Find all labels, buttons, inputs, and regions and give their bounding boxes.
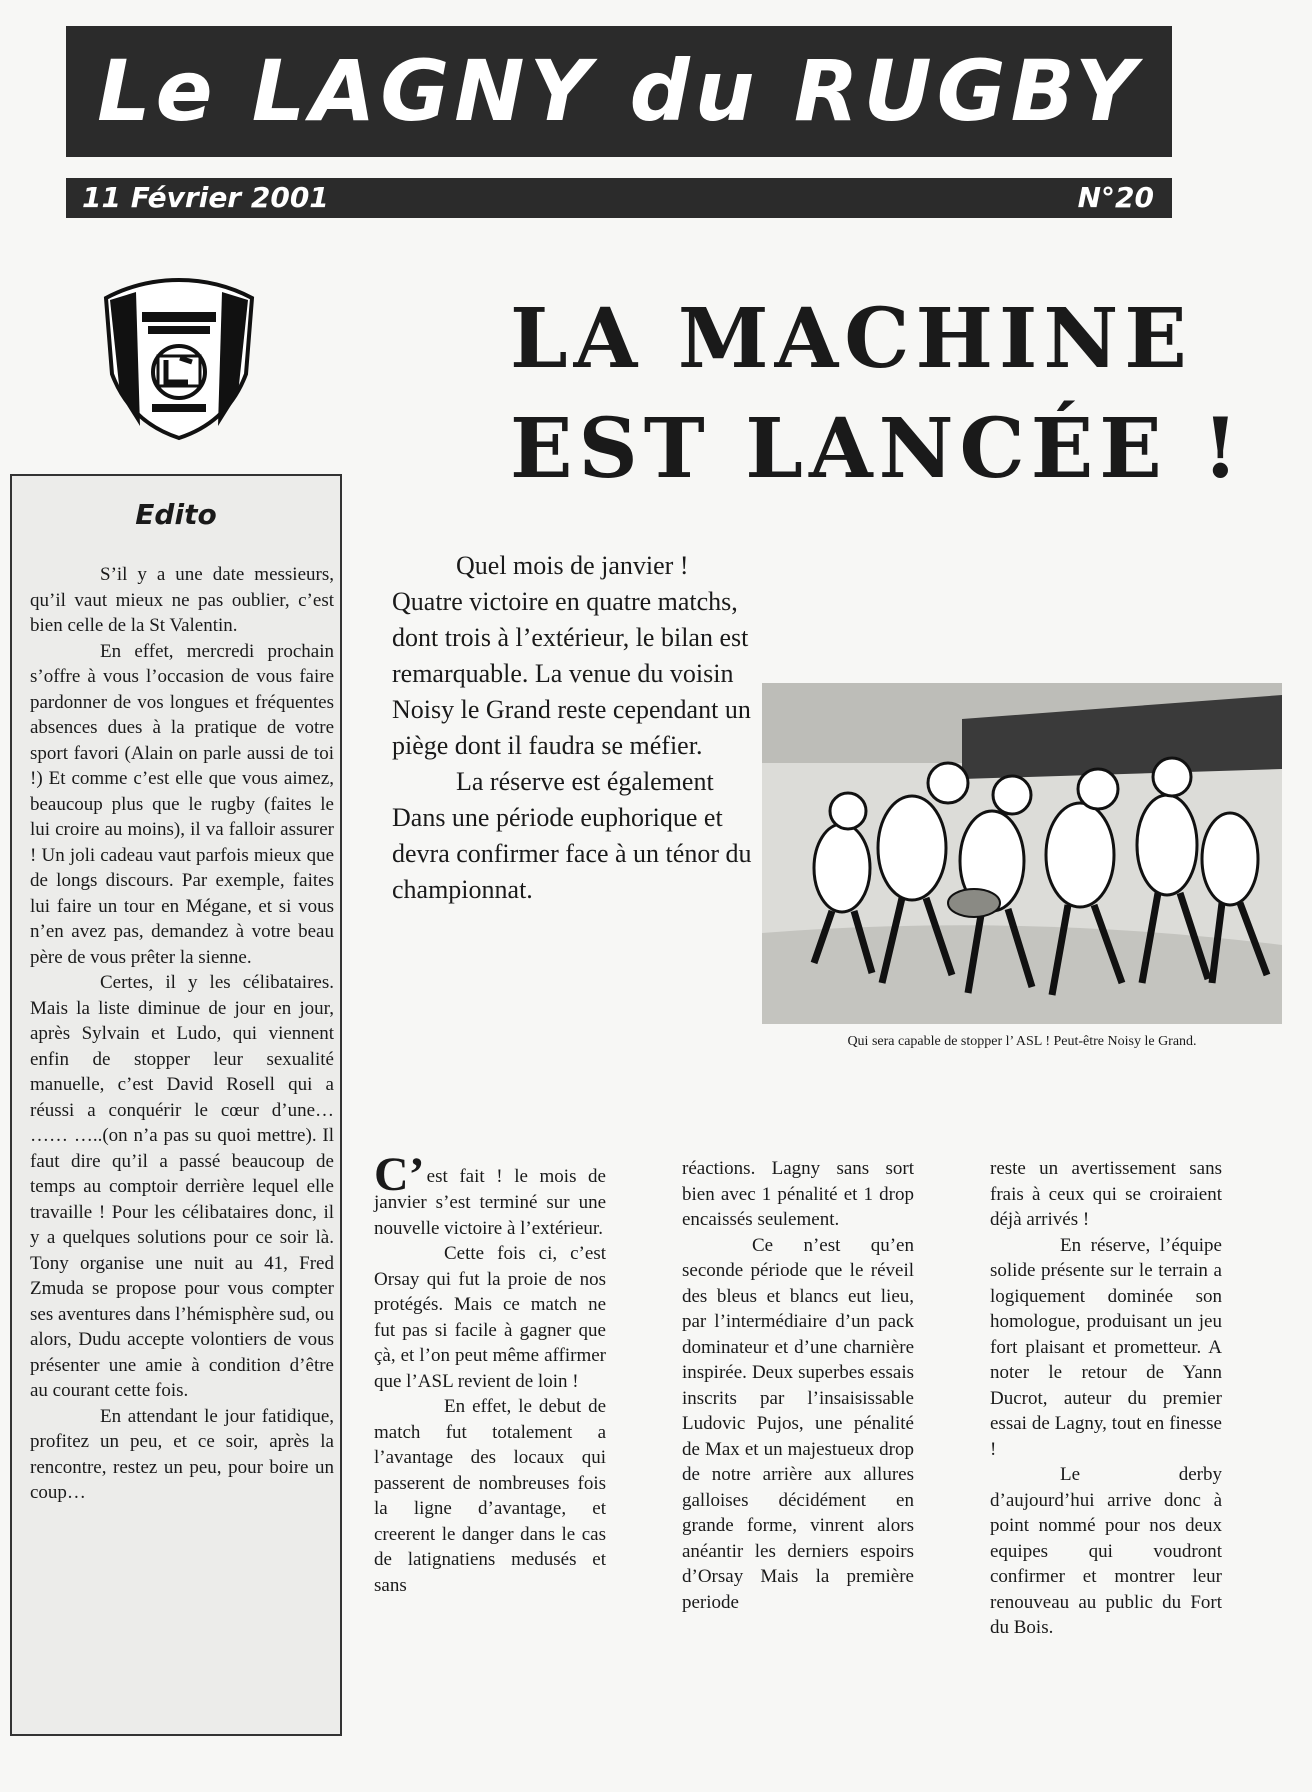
edito-box [10, 474, 342, 1736]
article-column-3 [990, 1156, 1222, 1641]
edito-body [30, 562, 334, 1506]
headline-line-2: EST LANCÉE ! [510, 401, 1245, 497]
rugby-cartoon-image [762, 683, 1282, 1024]
edito-title: Edito [135, 498, 217, 531]
article-paragraph: réactions. Lagny sans sort bien avec 1 pénalité et 1 drop encaissés seulement. [682, 1158, 914, 1230]
article-lead-text: est fait ! le mois de janvier s’est terminé sur une nouvelle victoire à l’extérieur. [374, 1166, 606, 1239]
article-paragraph: Cette fois ci, c’est Orsay qui fut la proie de nos protégés. Mais ce match ne fut pas si facile à gagner que çà, et l’on peut même affirmer que l’ASL revient de loin ! [374, 1243, 606, 1392]
dateline-bar [66, 178, 1172, 218]
article-paragraph: En réserve, l’équipe solide présente sur le terrain a logiquement dominée son homologue, produisant un jeu fort plaisant et prometteur. A noter le retour de Yann Ducrot, auteur du premier essai de Lagny, tout en finesse ! [990, 1234, 1222, 1460]
masthead-title: Le LAGNY du RUGBY [66, 26, 1172, 157]
headline-line-1: LA MACHINE [510, 291, 1193, 387]
article-paragraph: Le derby d’aujourd’hui arrive donc à point nommé pour nos deux equipes qui voudront confirmer et montrer leur renouveau au public du Fort du Bois. [990, 1464, 1222, 1638]
article-column-2 [682, 1156, 914, 1615]
intro-text [392, 548, 762, 908]
edito-paragraph: S’il y a une date messieurs, qu’il vaut mieux ne pas oublier, c’est bien celle de la St Valentin. [30, 564, 334, 636]
drop-cap: C’ [374, 1148, 425, 1201]
issue-number: N°20 [1077, 181, 1154, 214]
edito-paragraph: En attendant le jour fatidique, profitez un peu, et ce soir, après la rencontre, restez un peu, pour boire un coup… [30, 1405, 334, 1503]
intro-paragraph: La réserve est également Dans une période euphorique et devra confirmer face à un ténor du championnat. [392, 767, 752, 904]
main-headline [510, 284, 1270, 504]
article-column-1 [374, 1148, 606, 1598]
article-paragraph: En effet, le debut de match fut totalement a l’avantage des locaux qui passerent de nombreuses fois la ligne d’avantage, et creerent le danger dans le cas de latignatiens medusés et sans [374, 1396, 606, 1596]
edito-paragraph: Certes, il y les célibataires. Mais la liste diminue de jour en jour, après Sylvain et Ludo, qui viennent enfin de stopper leur sexualité manuelle, c’est David Rosell qui a réussi a conquérir le cœur d’une… …… …..(on n’a pas su quoi mettre). Il faut dire qu’il a passé beaucoup de temps au comptoir derrière lequel elle travaille ! Pour les célibataires donc, il y a quelques solutions pour ce soir là. Tony organise une nuit au 41, Fred Zmuda se propose pour vous compter ses aventures dans l’hémisphère sud, ou alors, Dudu accepte volontiers de vous présenter une amie à condition d’être au courant cette fois. [30, 972, 334, 1401]
club-crest-icon [100, 276, 258, 442]
photo-caption: Qui sera capable de stopper l’ ASL ! Peut-être Noisy le Grand. [847, 1034, 1197, 1049]
issue-date: 11 Février 2001 [82, 181, 329, 214]
article-paragraph: Ce n’est qu’en seconde période que le réveil des bleus et blancs eut lieu, par l’intermédiaire d’un pack dominateur et d’une charnière inspirée. Deux superbes essais inscrits par l’insaisissable Ludovic Pujos, une pénalité de Max et un majestueux drop de notre arrière aux allures galloises décidément en grande forme, vinrent alors anéantir les derniers espoirs d’Orsay Mais la première periode [682, 1234, 914, 1613]
article-paragraph [374, 1148, 606, 1241]
intro-paragraph: Quel mois de janvier ! Quatre victoire en quatre matchs, dont trois à l’extérieur, le bilan est remarquable. La venue du voisin Noisy le Grand reste cependant un piège dont il faudra se méfier. [392, 551, 751, 760]
article-paragraph: reste un avertissement sans frais à ceux qui se croiraient déjà arrivés ! [990, 1158, 1222, 1230]
edito-paragraph: En effet, mercredi prochain s’offre à vous l’occasion de vous faire pardonner de vos longues et fréquentes absences dues à la pratique de votre sport favori (Alain on parle aussi de toi !) Et comme c’est elle que vous aimez, beaucoup plus que le rugby (faites le lui croire au moins), il va falloir assurer ! Un joli cadeau vaut parfois mieux que de longs discours. Par exemple, faites lui faire un tour en Mégane, et si vous n’en avez pas, demandez à votre beau père de vous prêter la sienne. [30, 640, 334, 968]
